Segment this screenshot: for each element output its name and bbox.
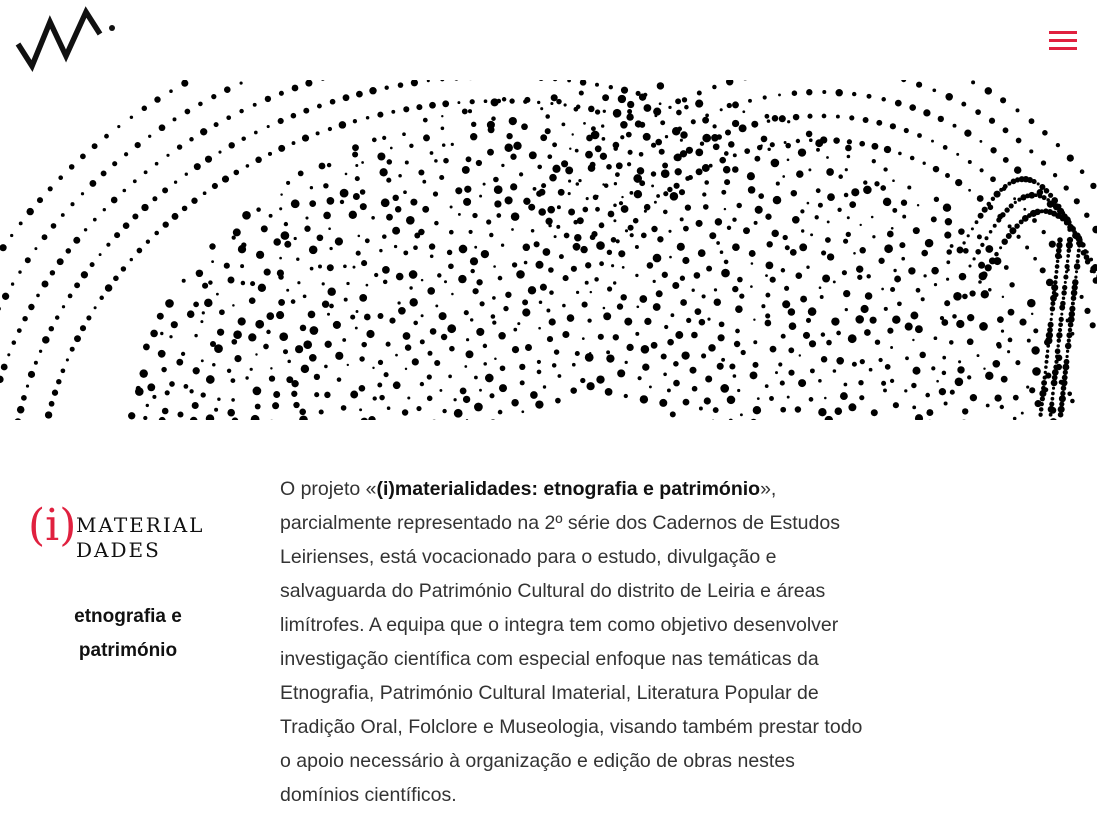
brand-line-material: MATERIAL <box>76 513 205 537</box>
project-name: (i)materialidades: etnografia e património <box>376 478 761 500</box>
site-header <box>0 0 1097 80</box>
wm-logo[interactable] <box>14 6 124 72</box>
description-paragraph: O projeto «(i)materialidades: etnografia e património», parcialmente representado na 2º série dos Cadernos de Estudos Leirienses, está vocacionado para o estudo, divulgação e salvaguarda do Património Cultural do distrito de Leiria e áreas limítrofes. A equipa que o integra tem como objetivo desenvolver investigação científica com especial enfoque nas temáticas da Etnografia, Património Cultural Imaterial, Literatura Popular de Tradição Oral, Folclore e Museologia, visando também prestar todo o apoio necessário à organização e edição de obras nestes domínios científicos. <box>280 478 863 806</box>
hero-banner <box>0 80 1097 420</box>
brand-block <box>28 500 238 668</box>
project-description <box>280 472 870 812</box>
brand-subtitle <box>28 600 228 668</box>
brand-paren: (i) <box>28 500 77 551</box>
brand-line-dades: DADES <box>76 538 161 562</box>
hamburger-menu-icon <box>1049 31 1077 34</box>
dotted-arcs-pattern <box>0 80 1097 420</box>
imaterialidades-logo <box>28 500 238 566</box>
hamburger-menu-button[interactable] <box>1049 28 1077 52</box>
brand-subtitle-line2: património <box>78 640 178 661</box>
brand-subtitle-line1: etnografia e <box>74 606 182 627</box>
